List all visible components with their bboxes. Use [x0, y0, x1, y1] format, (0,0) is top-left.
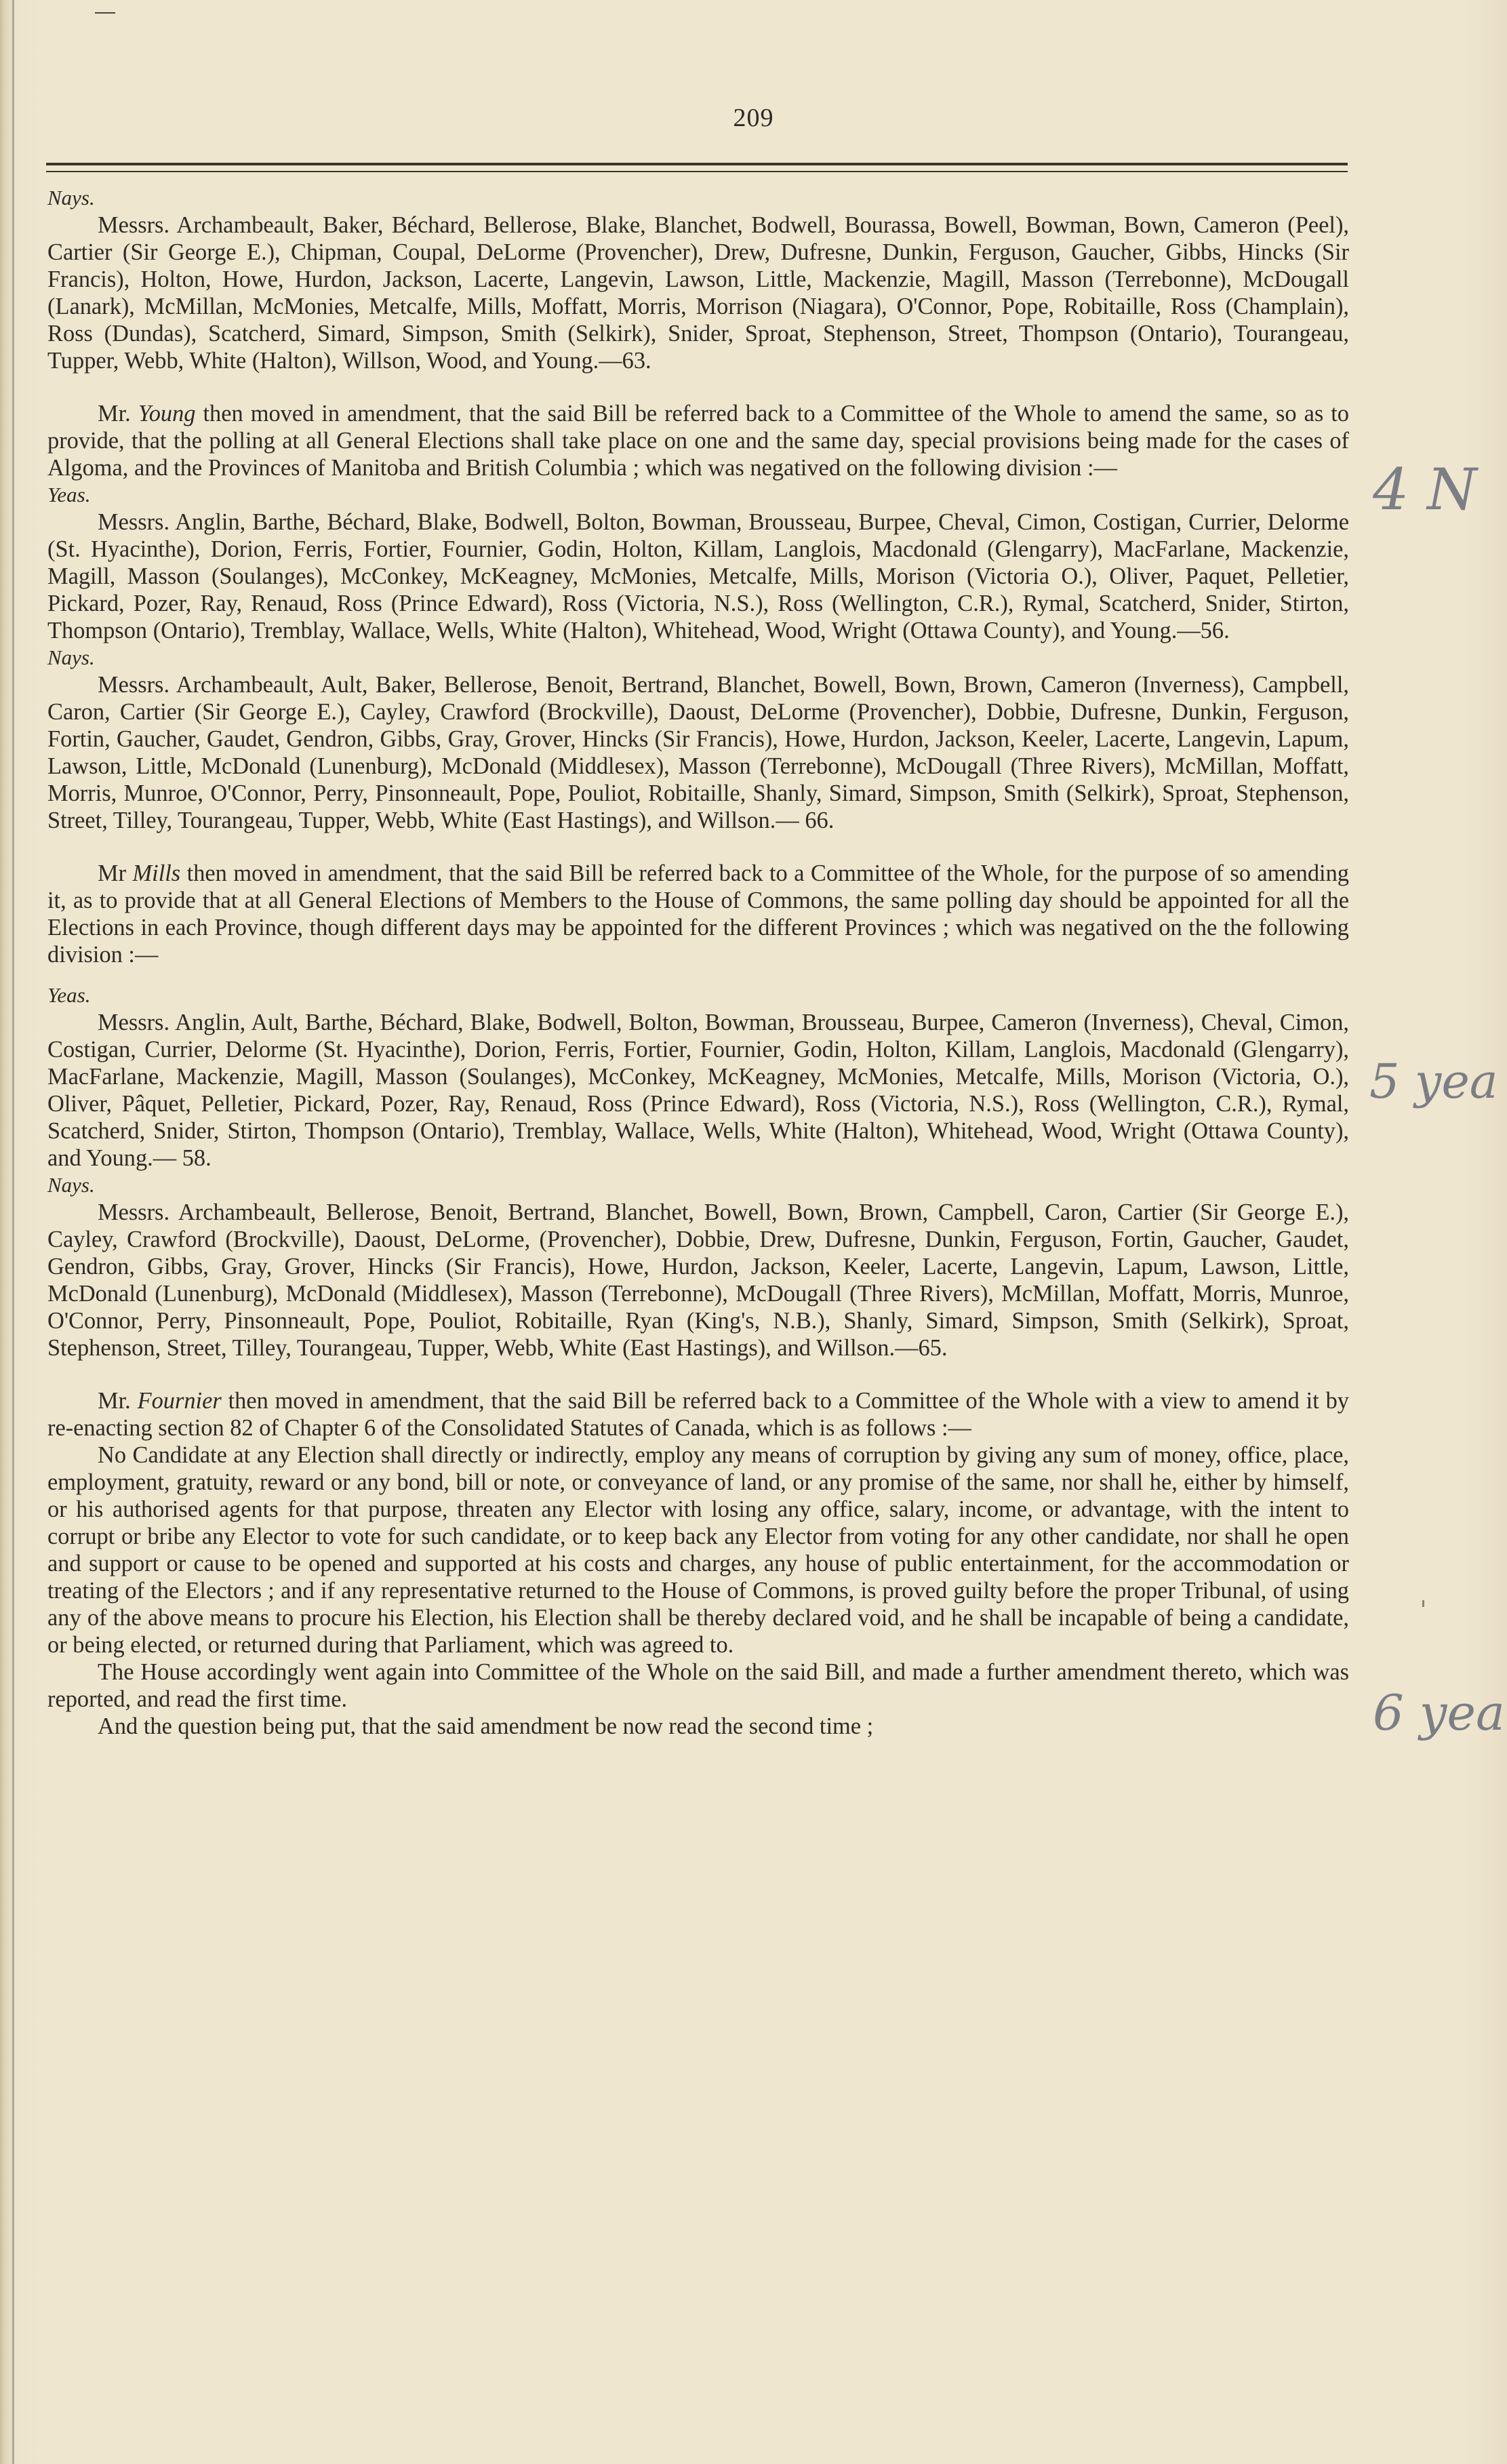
- nays-list-3: Messrs. Archambeault, Bellerose, Benoit, Bertrand, Blanchet, Bowell, Bown, Brown, Campbell, Caron, Cartier (Sir George E.), Cayley, Crawford (Brockville), Daoust, DeLorme, (Provencher), Dobbie, Drew, Dufresne, Dunkin, Ferguson, Fortin, Gaucher, Gaudet, Gendron, Gibbs, Gray, Grover, Hincks (Sir Francis), Howe, Hurdon, Jackson, Keeler, Lacerte, Langevin, Lapum, Lawson, Little, McDonald (Lunenburg), McDonald (Middlesex), Masson (Terrebonne), McDougall (Three Rivers), McMillan, Moffatt, Morris, Munroe, O'Connor, Perry, Pinsonneault, Pope, Pouliot, Robitaille, Ryan (King's, N.B.), Shanly, Simard, Simpson, Smith (Selkirk), Sproat, Stephenson, Street, Tilley, Tourangeau, Tupper, Webb, White (East Hastings), and Willson.—65.: [47, 1199, 1349, 1361]
- header-rule: [46, 163, 1348, 165]
- motion-text: then moved in amendment, that the said Bill be referred back to a Committee of the Whole, for the purpose of so amending it, as to provide that at all General Elections of Members to the House of Commons, the same polling day should be appointed for all the Elections in each Province, though different days may be appointed for the different Provinces ; which was negatived on the the following division :—: [47, 860, 1349, 968]
- motion-fournier: [47, 1387, 1349, 1442]
- yeas-heading-3: Yeas.: [47, 983, 91, 1007]
- house-proceedings: The House accordingly went again into Committee of the Whole on the said Bill, and made a further amendment thereto, which was reported, and read the first time.: [47, 1659, 1349, 1712]
- margin-annotation-2: 5 yea: [1369, 1054, 1498, 1109]
- yeas-list-2: Messrs. Anglin, Barthe, Béchard, Blake, Bodwell, Bolton, Bowman, Brousseau, Burpee, Cheval, Cimon, Costigan, Currier, Delorme (St. Hyacinthe), Dorion, Ferris, Fortier, Fournier, Godin, Holton, Killam, Langlois, Macdonald (Glengarry), MacFarlane, Mackenzie, Magill, Masson (Soulanges), McConkey, McKeagney, McMonies, Metcalfe, Mills, Morison (Victoria O.), Oliver, Paquet, Pelletier, Pickard, Pozer, Ray, Renaud, Ross (Prince Edward), Ross (Victoria, N.S.), Ross (Wellington, C.R.), Rymal, Scatcherd, Snider, Stirton, Thompson (Ontario), Tremblay, Wallace, Wells, White (Halton), Whitehead, Wood, Wright (Ottawa County), and Young.—56.: [47, 509, 1349, 643]
- mover-name: Young: [138, 401, 196, 426]
- nays-heading-1: Nays.: [47, 186, 95, 210]
- yeas-heading-2: Yeas.: [47, 483, 91, 506]
- binding-edge: [12, 0, 14, 2464]
- mover-name: Mills: [132, 860, 181, 886]
- nays-heading-3: Nays.: [47, 1173, 95, 1197]
- question-put: And the question being put, that the said amendment be now read the second time ;: [98, 1713, 874, 1739]
- yeas-list-3: Messrs. Anglin, Ault, Barthe, Béchard, Blake, Bodwell, Bolton, Bowman, Brousseau, Burpee, Cameron (Inverness), Cheval, Cimon, Costigan, Currier, Delorme (St. Hyacinthe), Dorion, Ferris, Fortier, Fournier, Godin, Holton, Killam, Langlois, Macdonald (Glengarry), MacFarlane, Mackenzie, Magill, Masson (Soulanges), McConkey, McKeagney, McMonies, Metcalfe, Mills, Morison (Victoria, O.), Oliver, Pâquet, Pelletier, Pickard, Pozer, Ray, Renaud, Ross (Prince Edward), Ross (Victoria, N.S.), Ross (Wellington, C.R.), Rymal, Scatcherd, Snider, Stirton, Thompson (Ontario), Tremblay, Wallace, Wells, White (Halton), Whitehead, Wood, Wright (Ottawa County), and Young.— 58.: [47, 1010, 1349, 1171]
- nays-heading-2: Nays.: [47, 645, 95, 669]
- motion-prefix: Mr: [98, 860, 133, 886]
- stray-mark: [1422, 1600, 1424, 1607]
- motion-prefix: Mr.: [98, 1388, 138, 1414]
- statute-text: No Candidate at any Election shall directly or indirectly, employ any means of corruption by giving any sum of money, office, place, employment, gratuity, reward or any bond, bill or note, or conveyance of land, or any promise of the same, nor shall he, either by himself, or his authorised agents for that purpose, threaten any Elector with losing any office, salary, income, or advantage, with the intent to corrupt or bribe any Elector to vote for such candidate, or to keep back any Elector from voting for any other candidate, nor shall he open and support or cause to be opened and supported at his costs and charges, any house of public entertainment, for the accommodation or treating of the Electors ; and if any representative returned to the House of Commons, is proved guilty before the proper Tribunal, of using any of the above means to procure his Election, his Election shall be thereby declared void, and he shall be incapable of being a candidate, or being elected, or returned during that Parliament, which was agreed to.: [47, 1442, 1349, 1658]
- motion-prefix: Mr.: [98, 401, 138, 426]
- motion-mills: [47, 860, 1349, 968]
- mover-name: Fournier: [137, 1388, 222, 1414]
- header-rule-thin: [46, 171, 1348, 172]
- margin-annotation-3: 6 yea: [1373, 1684, 1505, 1741]
- journal-text: [47, 184, 1349, 1740]
- nays-list-1: Messrs. Archambeault, Baker, Béchard, Bellerose, Blake, Blanchet, Bodwell, Bourassa, Bowell, Bowman, Bown, Cameron (Peel), Cartier (Sir George E.), Chipman, Coupal, DeLorme (Provencher), Drew, Dufresne, Dunkin, Ferguson, Gaucher, Gibbs, Hincks (Sir Francis), Holton, Howe, Hurdon, Jackson, Lacerte, Langevin, Lawson, Little, Mackenzie, Magill, Masson (Terrebonne), McDougall (Lanark), McMillan, McMonies, Metcalfe, Mills, Moffatt, Morris, Morrison (Niagara), O'Connor, Pope, Robitaille, Ross (Champlain), Ross (Dundas), Scatcherd, Simard, Simpson, Smith (Selkirk), Snider, Sproat, Stephenson, Street, Thompson (Ontario), Tourangeau, Tupper, Webb, White (Halton), Willson, Wood, and Young.—63.: [47, 212, 1349, 374]
- stray-mark: [95, 12, 115, 14]
- nays-list-2: Messrs. Archambeault, Ault, Baker, Bellerose, Benoit, Bertrand, Blanchet, Bowell, Bown, Brown, Cameron (Inverness), Campbell, Caron, Cartier (Sir George E.), Cayley, Crawford (Brockville), Daoust, DeLorme (Provencher), Dobbie, Dufresne, Dunkin, Ferguson, Fortin, Gaucher, Gaudet, Gendron, Gibbs, Gray, Grover, Hincks (Sir Francis), Howe, Hurdon, Jackson, Keeler, Lacerte, Langevin, Lapum, Lawson, Little, McDonald (Lunenburg), McDonald (Middlesex), Masson (Terrebonne), McDougall (Three Rivers), McMillan, Moffatt, Morris, Munroe, O'Connor, Perry, Pinsonneault, Pope, Pouliot, Robitaille, Shanly, Simard, Simpson, Smith (Selkirk), Sproat, Stephenson, Street, Tilley, Tourangeau, Tupper, Webb, White (East Hastings), and Willson.— 66.: [47, 672, 1349, 833]
- motion-young: [47, 400, 1349, 481]
- margin-annotation-1: 4 N: [1373, 456, 1477, 523]
- page-number: 209: [733, 104, 774, 132]
- motion-text: then moved in amendment, that the said Bill be referred back to a Committee of the Whole to amend the same, so as to provide, that the polling at all General Elections shall take place on one and the same day, special provisions being made for the cases of Algoma, and the Provinces of Manitoba and British Columbia ; which was negatived on the following division :—: [47, 401, 1349, 481]
- motion-text: then moved in amendment, that the said Bill be referred back to a Committee of the Whole with a view to amend it by re-enacting section 82 of Chapter 6 of the Consolidated Statutes of Canada, which is as follows :—: [47, 1388, 1349, 1441]
